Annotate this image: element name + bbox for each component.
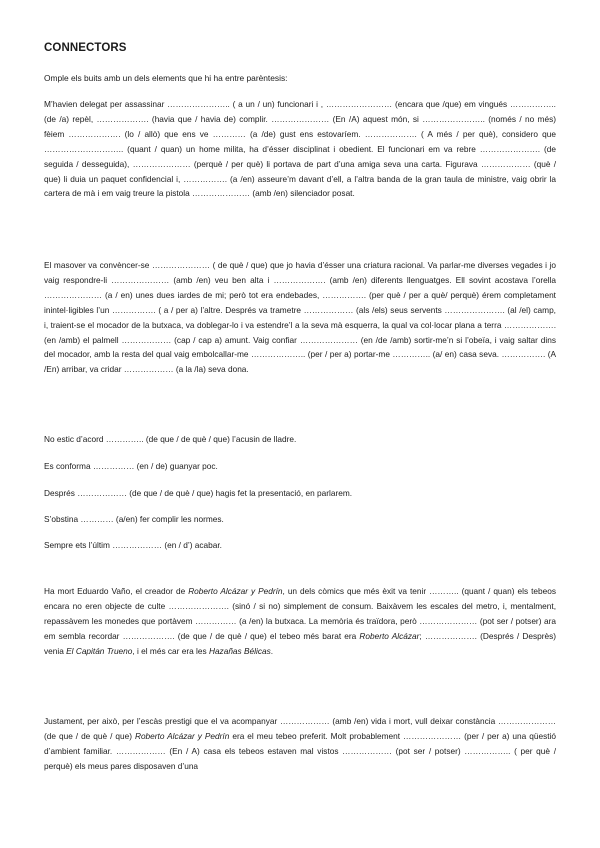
p3-text-3: ; ………………. (Després / Desprès) venia	[44, 630, 556, 656]
p3-text-2: , un dels còmics que més èxit va tenir ……….. (quant / quan) els tebeos encara no eren objecte de culte …………………. (sinó / si no) simplement de consum. Baixàvem les escales del metro, i, mentalment, repassàvem les monedes que portàvem …………… (a /en) la butxaca. La memòria és traïdora, però ………………… (pot ser / potser) ara em sembla recordar ………………. (de que / de què / que) el tebeo més barat era	[44, 586, 556, 641]
p3-text-1: Ha mort Eduardo Vaño, el creador de	[44, 586, 189, 596]
comic-title-el-capitan-trueno: El Capitán Trueno	[66, 645, 133, 656]
exercise-paragraph-2: El masover va convèncer-se ………………… ( de què / que) que jo havia d’ésser una criatura racional. Va parlar-me diverses vegades i jo vaig respondre-li ………………… (amb /en) veu ben alta i ………………. (amb /en) diferents llenguatges. Ell sovint acostava l’orella ………………… (a / en) unes dues iardes de mi; però tot era endebades, ……………. (per què / per a què/ perquè) érem completament inintel·ligibles l’un ……………. ( a / per a) l’altre. Després va trametre ……………… (als /els) seus servents …………………. (al /el) camp, i, traient-se el mocador de la butxaca, va doblegar-lo i va estendre’l a la seva mà esquerra, la qual va col·locar plana a terra ………………. (en /amb) el palmell ……………… (cap / cap a) amunt. Vaig confiar ………………… (en /de /amb) sortir-me’n si l’obeïa, i vaig saltar dins del mocador, amb la resta del qual vaig embolcallar-me ……………….. (per / per a) portar-me ………….. (a/ en) casa seva. ……………. (A /En) arribar, va cridar ……………… (a la /la) seva dona.	[44, 260, 556, 375]
exercise-paragraph-1: M’havien delegat per assassinar ………………….. ( a un / un) funcionari i , …………………… (encara que /que) em vingués …………….. (de /a) repèl, ………………. (havia que / havia de) complir. ………………… (En /A) aquest món, si ………………….. (només / no més) fèiem ………………. (lo / allò) que ens ve ………… (a /de) gust ens estovaríem. ………………. ( A més / per què), considero que ……………………….. (quant / quan) un home milita, ha d’ésser disciplinat i obedient. El funcionari em va rebre …………………. (de seguida / desseguida), ………………… (perquè / per què) li portava de part d’una amiga seva una carta. Figurava ……………… (què / que) li duia un paquet confidencial i, ……………. (a /en) asseure’m davant d’ell, a l’altra banda de la gran taula de ministre, vaig obrir la cartera de mà i em vaig treure la pistola ………………… (amb /en) silenciador posat.	[44, 99, 556, 199]
short-sentence-3: Després ……………… (de que / de què / que) hagis fet la presentació, en parlarem.	[44, 488, 353, 498]
p3-text-4: , i el més car era les	[132, 645, 209, 656]
page-title: CONNECTORS	[44, 42, 127, 54]
comic-title-roberto-alcazar: Roberto Alcázar	[359, 630, 420, 641]
comic-title-hazanas-belicas: Hazañas Bélicas	[208, 645, 271, 656]
p3-text-5: .	[270, 645, 274, 656]
comic-title-roberto-alcazar-y-pedrin: Roberto Alcázar y Pedrín	[188, 586, 283, 596]
instruction-text: Omple els buits amb un dels elements que hi ha entre parèntesis:	[44, 73, 288, 83]
exercise-paragraph-3	[44, 584, 556, 659]
short-sentence-2: Es conforma …………… (en / de) guanyar poc.	[44, 461, 218, 471]
exercise-paragraph-4	[44, 714, 556, 774]
short-sentence-4: S’obstina ………… (a/en) fer complir les normes.	[44, 514, 224, 524]
p4-text-2: era el meu tebeo preferit. Molt probablement ………………… (per / per a) una qüestió d’ambient familiar. ……………… (En / A) casa els tebeos estaven mal vistos ……………… (pot ser / potser) …………….. ( per què / perquè) els meus pares disposaven d’una	[44, 730, 556, 771]
short-sentence-1: No estic d’acord ………….. (de que / de què / que) l’acusin de lladre.	[44, 434, 297, 444]
comic-title-roberto-alcazar-y-pedrin-2: Roberto Alcázar y Pedrín	[134, 730, 230, 741]
short-sentence-5: Sempre ets l’últim ……………… (en / d’) acabar.	[44, 540, 222, 550]
p4-text-1: Justament, per això, per l’escàs prestigi que el va acompanyar ……………… (amb /en) vida i mort, vull deixar constància ………………… (de que / de què / que)	[44, 716, 556, 741]
